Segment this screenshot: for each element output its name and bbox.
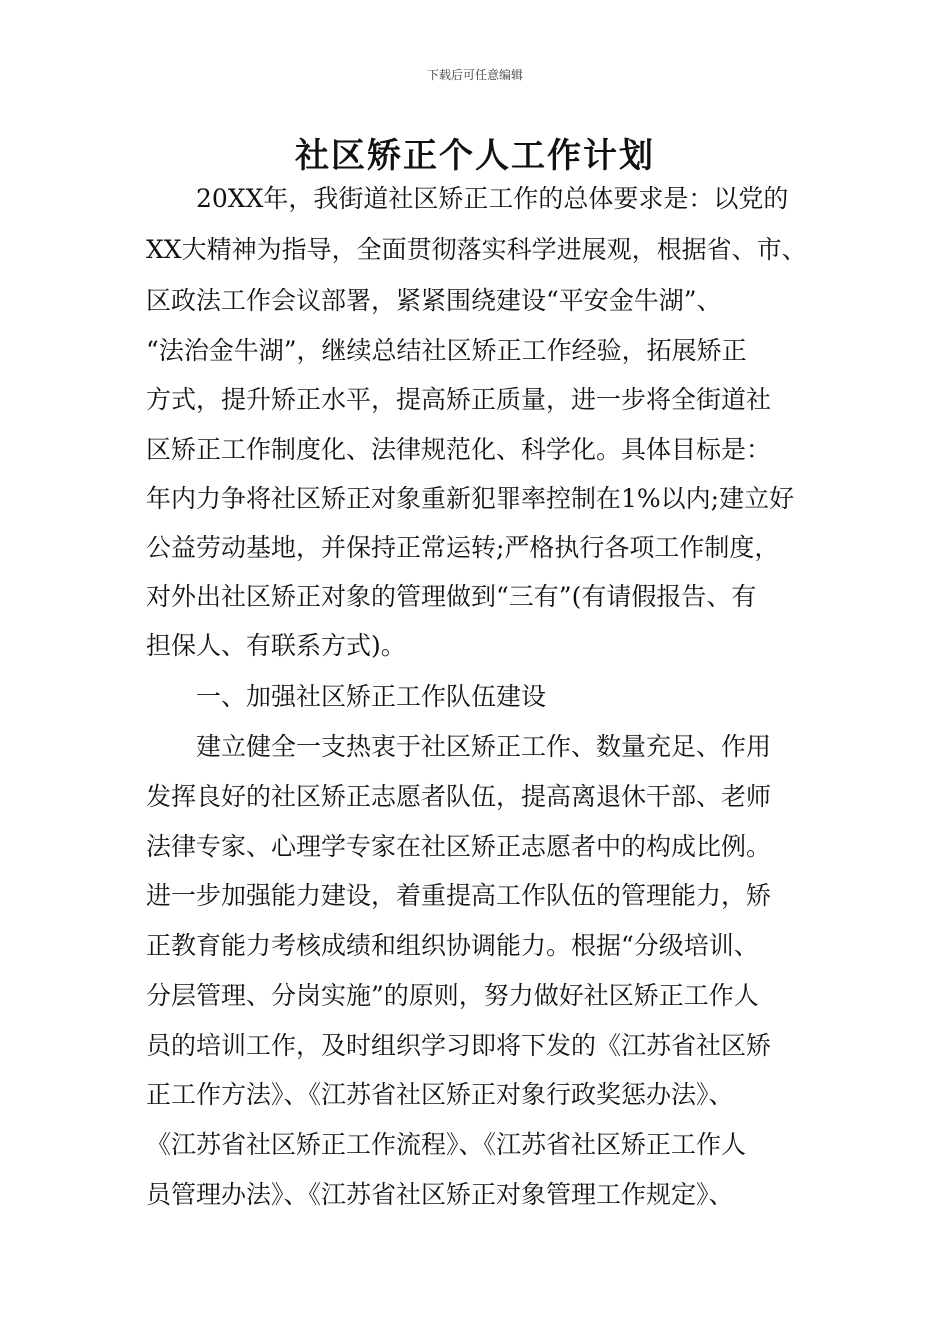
body-line: 对外出社区矫正对象的管理做到“三有”(有请假报告、有 <box>146 582 757 611</box>
body-line: XX大精神为指导，全面贯彻落实科学进展观，根据省、市、 <box>146 235 807 264</box>
body-line: 员的培训工作，及时组织学习即将下发的《江苏省社区矫 <box>146 1031 772 1060</box>
body-line: 担保人、有联系方式)。 <box>146 631 406 660</box>
body-line: 20XX年，我街道社区矫正工作的总体要求是：以党的 <box>196 184 789 213</box>
body-line: 法律专家、心理学专家在社区矫正志愿者中的构成比例。 <box>146 832 772 861</box>
body-line: 发挥良好的社区矫正志愿者队伍，提高离退休干部、老师 <box>146 782 772 811</box>
body-line: 分层管理、分岗实施”的原则，努力做好社区矫正工作人 <box>146 981 759 1010</box>
body-line: 方式，提升矫正水平，提高矫正质量，进一步将全街道社 <box>146 385 772 414</box>
document-title: 社区矫正个人工作计划 <box>295 136 655 176</box>
body-line: 建立健全一支热衷于社区矫正工作、数量充足、作用 <box>196 732 772 761</box>
body-line: 《江苏省社区矫正工作流程》、《江苏省社区矫正工作人 <box>146 1130 747 1159</box>
body-line: 公益劳动基地，并保持正常运转;严格执行各项工作制度， <box>146 533 780 562</box>
body-line: 进一步加强能力建设，着重提高工作队伍的管理能力，矫 <box>146 881 772 910</box>
body-line: 年内力争将社区矫正对象重新犯罪率控制在1%以内;建立好 <box>146 484 795 513</box>
section-heading: 一、加强社区矫正工作队伍建设 <box>196 682 547 711</box>
body-line: 正工作方法》、《江苏省社区矫正对象行政奖惩办法》、 <box>146 1080 734 1109</box>
body-line: 员管理办法》、《江苏省社区矫正对象管理工作规定》、 <box>146 1180 734 1209</box>
body-line: “法治金牛湖”，继续总结社区矫正工作经验，拓展矫正 <box>146 336 747 365</box>
body-line: 区矫正工作制度化、法律规范化、科学化。具体目标是： <box>146 435 772 464</box>
body-line: 正教育能力考核成绩和组织协调能力。根据“分级培训、 <box>146 931 759 960</box>
header-note: 下载后可任意编辑 <box>426 68 523 82</box>
body-line: 区政法工作会议部署，紧紧围绕建设“平安金牛湖”、 <box>146 286 722 315</box>
